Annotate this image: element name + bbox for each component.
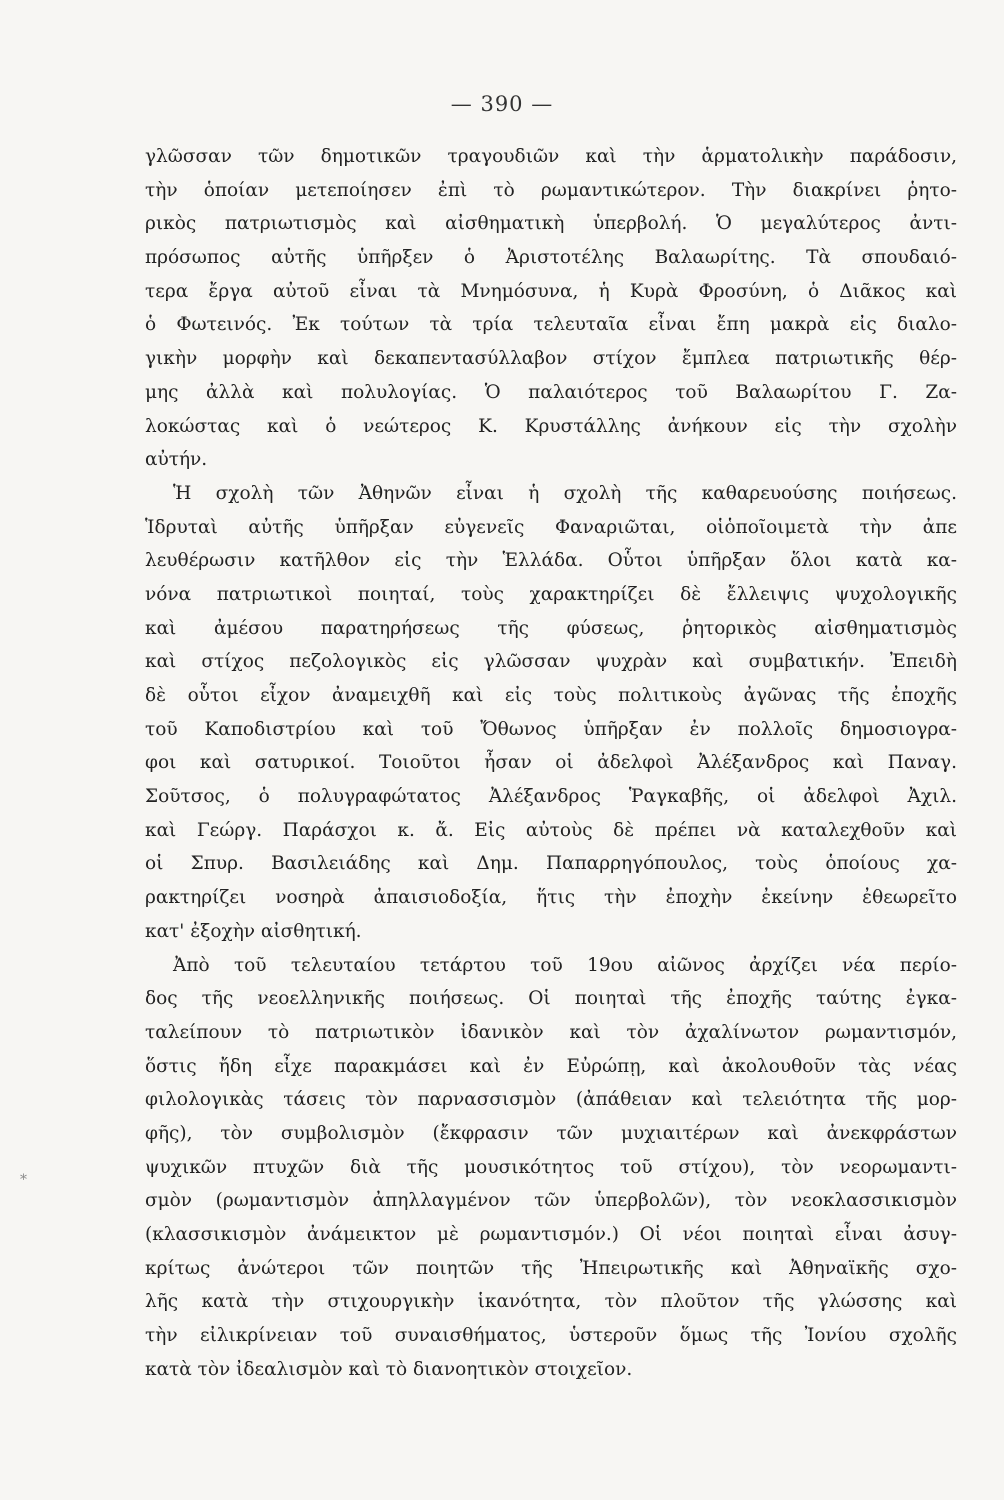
text-line: πρόσωπος αὐτῆς ὑπῆρξεν ὁ Ἀριστοτέλης Βαλαωρίτης. Τὰ σπουδαιό- xyxy=(145,247,957,269)
page-number: — 390 — xyxy=(450,92,554,116)
text-line: ὁ Φωτεινός. Ἐκ τούτων τὰ τρία τελευταῖα εἶναι ἔπη μακρὰ εἰς διαλο- xyxy=(145,314,957,336)
text-line: φῆς), τὸν συμβολισμὸν (ἔκφρασιν τῶν μυχιαιτέρων καὶ ἀνεκφράστων xyxy=(145,1122,957,1144)
text-line: ρακτηρίζει νοσηρὰ ἀπαισιοδοξία, ἥτις τὴν ἐποχὴν ἐκείνην ἐθεωρεῖτο xyxy=(145,887,957,909)
text-line: κατ' ἐξοχὴν αἰσθητική. xyxy=(145,920,362,942)
text-line: τοῦ Καποδιστρίου καὶ τοῦ Ὄθωνος ὑπῆρξαν ἐν πολλοῖς δημοσιογρα- xyxy=(145,718,957,740)
text-line: λῆς κατὰ τὴν στιχουργικὴν ἱκανότητα, τὸν πλοῦτον τῆς γλώσσης καὶ xyxy=(145,1291,957,1313)
text-line: ταλείπουν τὸ πατριωτικὸν ἰδανικὸν καὶ τὸν ἀχαλίνωτον ρωμαντισμόν, xyxy=(145,1021,957,1043)
text-line: Σοῦτσος, ὁ πολυγραφώτατος Ἀλέξανδρος Ῥαγκαβῆς, οἱ ἀδελφοὶ Ἀχιλ. xyxy=(145,786,957,808)
text-line: καὶ στίχος πεζολογικὸς εἰς γλῶσσαν ψυχρὰν καὶ συμβατικήν. Ἐπειδὴ xyxy=(145,651,957,673)
text-line: γλῶσσαν τῶν δημοτικῶν τραγουδιῶν καὶ τὴν ἁρματολικὴν παράδοσιν, xyxy=(145,146,957,167)
text-line: Ἀπὸ τοῦ τελευταίου τετάρτου τοῦ 19ου αἰῶνος ἀρχίζει νέα περίο- xyxy=(173,954,957,976)
text-line: ὅστις ἤδη εἶχε παρακμάσει καὶ ἐν Εὐρώπῃ, καὶ ἀκολουθοῦν τὰς νέας xyxy=(145,1055,957,1077)
text-line: τὴν εἰλικρίνειαν τοῦ συναισθήματος, ὑστεροῦν ὅμως τῆς Ἰονίου σχολῆς xyxy=(145,1325,957,1347)
text-line: κρίτως ἀνώτεροι τῶν ποιητῶν τῆς Ἠπειρωτικῆς καὶ Ἀθηναϊκῆς σχο- xyxy=(145,1257,957,1279)
text-line: νόνα πατριωτικοὶ ποιηταί, τοὺς χαρακτηρίζει δὲ ἔλλειψις ψυχολογικῆς xyxy=(145,583,957,605)
text-line: τὴν ὁποίαν μετεποίησεν ἐπὶ τὸ ρωμαντικώτερον. Τὴν διακρίνει ῥητο- xyxy=(145,179,957,201)
text-line: οἱ Σπυρ. Βασιλειάδης καὶ Δημ. Παπαρρηγόπουλος, τοὺς ὁποίους χα- xyxy=(145,853,957,875)
text-line: καὶ ἀμέσου παρατηρήσεως τῆς φύσεως, ῥητορικὸς αἰσθηματισμὸς xyxy=(145,617,957,639)
text-line: δος τῆς νεοελληνικῆς ποιήσεως. Οἱ ποιηταὶ τῆς ἐποχῆς ταύτης ἐγκα- xyxy=(145,988,957,1010)
text-line: σμὸν (ρωμαντισμὸν ἀπηλλαγμένον τῶν ὑπερβολῶν), τὸν νεοκλασσικισμὸν xyxy=(145,1190,957,1212)
text-line: καὶ Γεώργ. Παράσχοι κ. ἄ. Εἰς αὐτοὺς δὲ πρέπει νὰ καταλεχθοῦν καὶ xyxy=(145,819,957,841)
text-line: αὐτήν. xyxy=(145,449,208,471)
text-line: γικὴν μορφὴν καὶ δεκαπεντασύλλαβον στίχον ἔμπλεα πατριωτικῆς θέρ- xyxy=(145,348,957,370)
text-line: ψυχικῶν πτυχῶν διὰ τῆς μουσικότητος τοῦ στίχου), τὸν νεορωμαντι- xyxy=(145,1156,957,1178)
text-line: ρικὸς πατριωτισμὸς καὶ αἰσθηματικὴ ὑπερβολή. Ὁ μεγαλύτερος ἀντι- xyxy=(145,213,957,235)
text-line: μης ἀλλὰ καὶ πολυλογίας. Ὁ παλαιότερος τοῦ Βαλαωρίτου Γ. Ζα- xyxy=(145,381,957,403)
text-line: Ἡ σχολὴ τῶν Ἀθηνῶν εἶναι ἡ σχολὴ τῆς καθαρευούσης ποιήσεως. xyxy=(173,482,957,504)
text-line: φιλολογικὰς τάσεις τὸν παρνασσισμὸν (ἀπάθειαν καὶ τελειότητα τῆς μορ- xyxy=(145,1089,957,1111)
margin-mark: * xyxy=(20,1172,27,1188)
text-line: φοι καὶ σατυρικοί. Τοιοῦτοι ἦσαν οἱ ἀδελφοὶ Ἀλέξανδρος καὶ Παναγ. xyxy=(145,752,957,774)
text-line: λοκώστας καὶ ὁ νεώτερος Κ. Κρυστάλλης ἀνήκουν εἰς τὴν σχολὴν xyxy=(145,415,957,437)
text-line: τερα ἔργα αὐτοῦ εἶναι τὰ Μνημόσυνα, ἡ Κυρὰ Φροσύνη, ὁ Διᾶκος καὶ xyxy=(145,280,957,302)
text-line: κατὰ τὸν ἰδεαλισμὸν καὶ τὸ διανοητικὸν στοιχεῖον. xyxy=(145,1358,633,1380)
text-line: (κλασσικισμὸν ἀνάμεικτον μὲ ρωμαντισμόν.) Οἱ νέοι ποιηταὶ εἶναι ἀσυγ- xyxy=(145,1224,957,1245)
body-text xyxy=(145,140,957,1386)
text-line: Ἱδρυταὶ αὐτῆς ὑπῆρξαν εὐγενεῖς Φαναριῶται, οἱὁποῖοιμετὰ τὴν ἀπε xyxy=(145,516,957,538)
text-line: δὲ οὗτοι εἶχον ἀναμειχθῆ καὶ εἰς τοὺς πολιτικοὺς ἀγῶνας τῆς ἐποχῆς xyxy=(145,685,957,706)
text-line: λευθέρωσιν κατῆλθον εἰς τὴν Ἑλλάδα. Οὗτοι ὑπῆρξαν ὅλοι κατὰ κα- xyxy=(145,550,957,572)
